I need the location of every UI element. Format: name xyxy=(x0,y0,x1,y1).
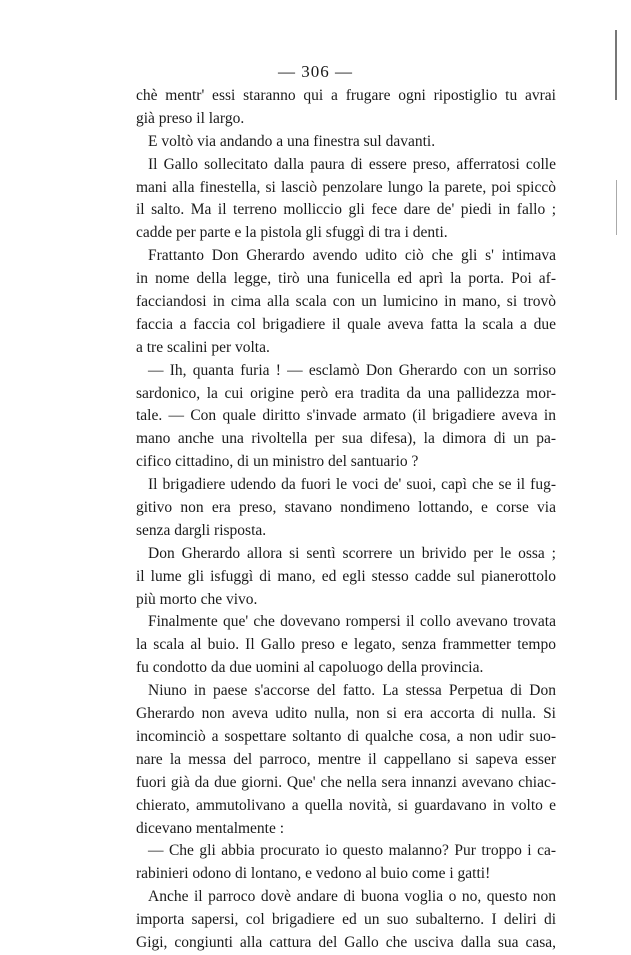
text-line: facciandosi in cima alla scala con un lumicino in mano, si trovò xyxy=(136,293,556,311)
text-line: a tre scalini per volta. xyxy=(136,338,270,356)
text-line: faccia a faccia col brigadiere il quale aveva fatta la scala a due xyxy=(136,315,556,333)
text-line: importa sapersi, col brigadiere ed un suo subalterno. I deliri di xyxy=(136,911,556,929)
text-line: già preso il largo. xyxy=(136,109,245,127)
text-line: incominciò a sospettare soltanto di qualche cosa, a non udir suo- xyxy=(136,727,556,745)
page-number: — 306 — xyxy=(278,62,353,81)
text-line: il lume gli isfuggì di mano, ed egli stesso cadde sul pianerottolo xyxy=(136,567,556,585)
text-line: senza dargli risposta. xyxy=(136,521,267,539)
text-line: Anche il parroco dovè andare di buona voglia o no, questo non xyxy=(148,888,556,906)
text-line: la scala al buio. Il Gallo preso e legato, senza frammetter tempo xyxy=(136,636,556,654)
text-line: rabinieri odono di lontano, e vedono al buio come i gatti! xyxy=(136,865,491,883)
text-line: il salto. Ma il terreno molliccio gli fece dare de' piedi in fallo ; xyxy=(136,201,556,219)
text-line: Gherardo non aveva udito nulla, non si era accorta di nulla. Si xyxy=(136,705,556,723)
text-line: Il brigadiere udendo da fuori le voci de' suoi, capì che se il fug- xyxy=(148,476,556,494)
text-line: più morto che vivo. xyxy=(136,590,258,608)
text-line: Il Gallo sollecitato dalla paura di essere preso, afferratosi colle xyxy=(148,155,556,173)
text-line: E voltò via andando a una finestra sul davanti. xyxy=(148,132,436,150)
page-edge-mark-lower xyxy=(616,180,617,235)
text-line: mano anche una rivoltella per sua difesa), la dimora di un pa- xyxy=(136,430,556,448)
text-line: chierato, ammutolivano a quella novità, si guardavano in volto e xyxy=(136,796,556,814)
text-line: mani alla finestella, si lasciò penzolare lungo la parete, poi spiccò xyxy=(136,178,556,196)
text-line: chè mentr' essi staranno qui a frugare ogni ripostiglio tu avrai xyxy=(136,87,556,104)
text-line: fu condotto da due uomini al capoluogo della provincia. xyxy=(136,659,484,677)
text-line: cadde per parte e la pistola gli sfuggì di tra i denti. xyxy=(136,224,448,242)
text-line: Frattanto Don Gherardo avendo udito ciò che gli s' intimava xyxy=(148,247,556,265)
text-line: — Ih, quanta furia ! — esclamò Don Gherardo con un sorriso xyxy=(148,361,556,379)
page-edge-mark xyxy=(615,30,617,100)
text-line: tale. — Con quale diritto s'invade armato (il brigadiere aveva in xyxy=(136,407,556,425)
text-line: Finalmente que' che dovevano rompersi il collo avevano trovata xyxy=(148,613,556,631)
text-line: gitivo non era preso, stavano nondimeno lottando, e corse via xyxy=(136,499,556,517)
text-line: in nome della legge, tirò una funicella ed aprì la porta. Poi af- xyxy=(136,270,556,288)
text-line: nare la messa del parroco, mentre il cappellano si sapeva esser xyxy=(136,750,556,768)
text-line: dicevano mentalmente : xyxy=(136,819,285,837)
text-line: Don Gherardo allora si sentì scorrere un brivido per le ossa ; xyxy=(148,544,556,562)
text-line: fuori già da due giorni. Que' che nella sera innanzi avevano chiac- xyxy=(136,773,556,791)
text-line: Gigi, congiunti alla cattura del Gallo che usciva dalla sua casa, xyxy=(136,933,556,951)
text-line: sardonico, la cui origine però era tradita da una pallidezza mor- xyxy=(136,384,556,402)
text-line: — Che gli abbia procurato io questo malanno? Pur troppo i ca- xyxy=(148,842,556,860)
text-line: Niuno in paese s'accorse del fatto. La stessa Perpetua di Don xyxy=(148,682,556,700)
body-text xyxy=(136,85,556,955)
text-line: cifico cittadino, di un ministro del santuario ? xyxy=(136,453,419,471)
